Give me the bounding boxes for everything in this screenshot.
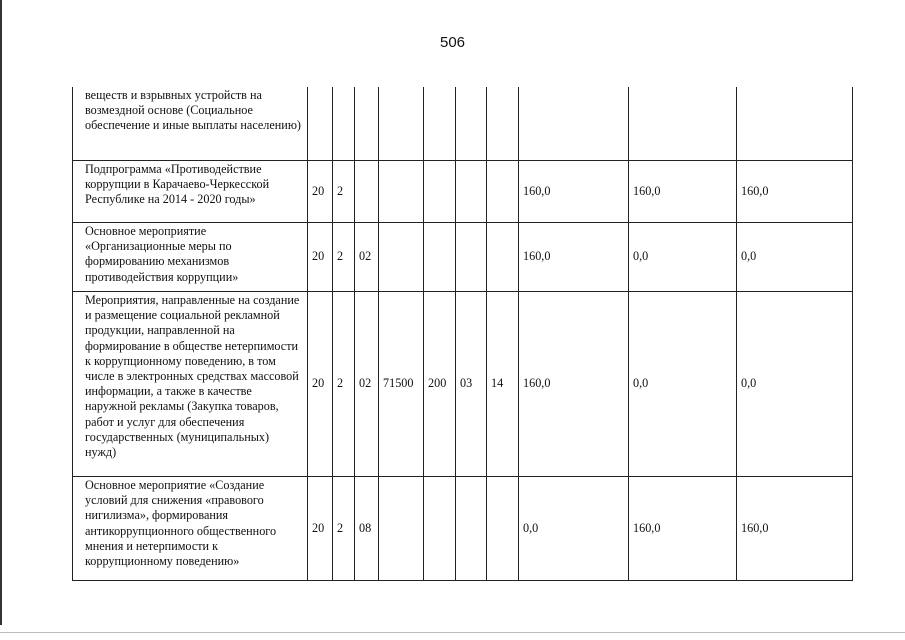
cell-code-4: 71500 [379,292,424,477]
cell-value-1: 0,0 [519,477,629,581]
cell-code-7 [487,87,519,161]
cell-code-7 [487,161,519,223]
cell-value-2: 160,0 [629,161,737,223]
cell-code-6 [456,87,487,161]
cell-code-3: 02 [355,292,379,477]
cell-value-1: 160,0 [519,223,629,292]
row-description: Основное мероприятие «Организационные меры по формированию механизмов противодействия коррупции» [73,223,308,292]
cell-value-2: 0,0 [629,292,737,477]
cell-code-1: 20 [308,161,333,223]
cell-value-1: 160,0 [519,292,629,477]
cell-code-1: 20 [308,223,333,292]
table-row [73,161,853,223]
cell-value-3: 0,0 [737,223,853,292]
table-row [73,292,853,477]
cell-code-4 [379,87,424,161]
cell-code-5 [424,161,456,223]
page-number: 506 [439,34,466,51]
table-row [73,477,853,581]
row-description: Мероприятия, направленные на создание и размещение социальной рекламной продукции, направленной на формирование в обществе нетерпимости к коррупционному поведению, в том числе в электронных средствах массовой информации, а также в качестве наружной рекламы (Закупка товаров, работ и услуг для обеспечения государственных (муниципальных) нужд) [73,292,308,477]
table-row [73,87,853,161]
page-left-edge [0,0,2,625]
cell-code-5 [424,87,456,161]
cell-value-3 [737,87,853,161]
cell-value-3: 0,0 [737,292,853,477]
cell-code-7 [487,477,519,581]
cell-code-5 [424,477,456,581]
cell-code-2: 2 [333,161,355,223]
cell-code-6 [456,223,487,292]
table-row [73,223,853,292]
cell-code-4 [379,477,424,581]
cell-value-1 [519,87,629,161]
cell-code-6 [456,477,487,581]
cell-code-1: 20 [308,292,333,477]
budget-table [72,87,853,581]
cell-code-3 [355,87,379,161]
cell-value-3: 160,0 [737,161,853,223]
row-description: веществ и взрывных устройств на возмездной основе (Социальное обеспечение и иные выплаты населению) [73,87,308,161]
cell-code-1: 20 [308,477,333,581]
cell-code-6: 03 [456,292,487,477]
cell-code-3 [355,161,379,223]
cell-code-2: 2 [333,477,355,581]
cell-code-4 [379,223,424,292]
cell-code-2: 2 [333,292,355,477]
cell-value-3: 160,0 [737,477,853,581]
cell-code-3: 02 [355,223,379,292]
cell-code-1 [308,87,333,161]
cell-code-4 [379,161,424,223]
cell-value-2 [629,87,737,161]
cell-value-1: 160,0 [519,161,629,223]
cell-value-2: 160,0 [629,477,737,581]
cell-code-3: 08 [355,477,379,581]
cell-code-6 [456,161,487,223]
cell-code-7: 14 [487,292,519,477]
cell-code-5: 200 [424,292,456,477]
cell-code-7 [487,223,519,292]
row-description: Подпрограмма «Противодействие коррупции в Карачаево-Черкесской Республике на 2014 - 2020 годы» [73,161,308,223]
page-bottom-edge [0,632,905,633]
cell-value-2: 0,0 [629,223,737,292]
cell-code-5 [424,223,456,292]
row-description: Основное мероприятие «Создание условий для снижения «правового нигилизма», формирования антикоррупционного общественного мнения и нетерпимости к коррупционному поведению» [73,477,308,581]
cell-code-2 [333,87,355,161]
cell-code-2: 2 [333,223,355,292]
